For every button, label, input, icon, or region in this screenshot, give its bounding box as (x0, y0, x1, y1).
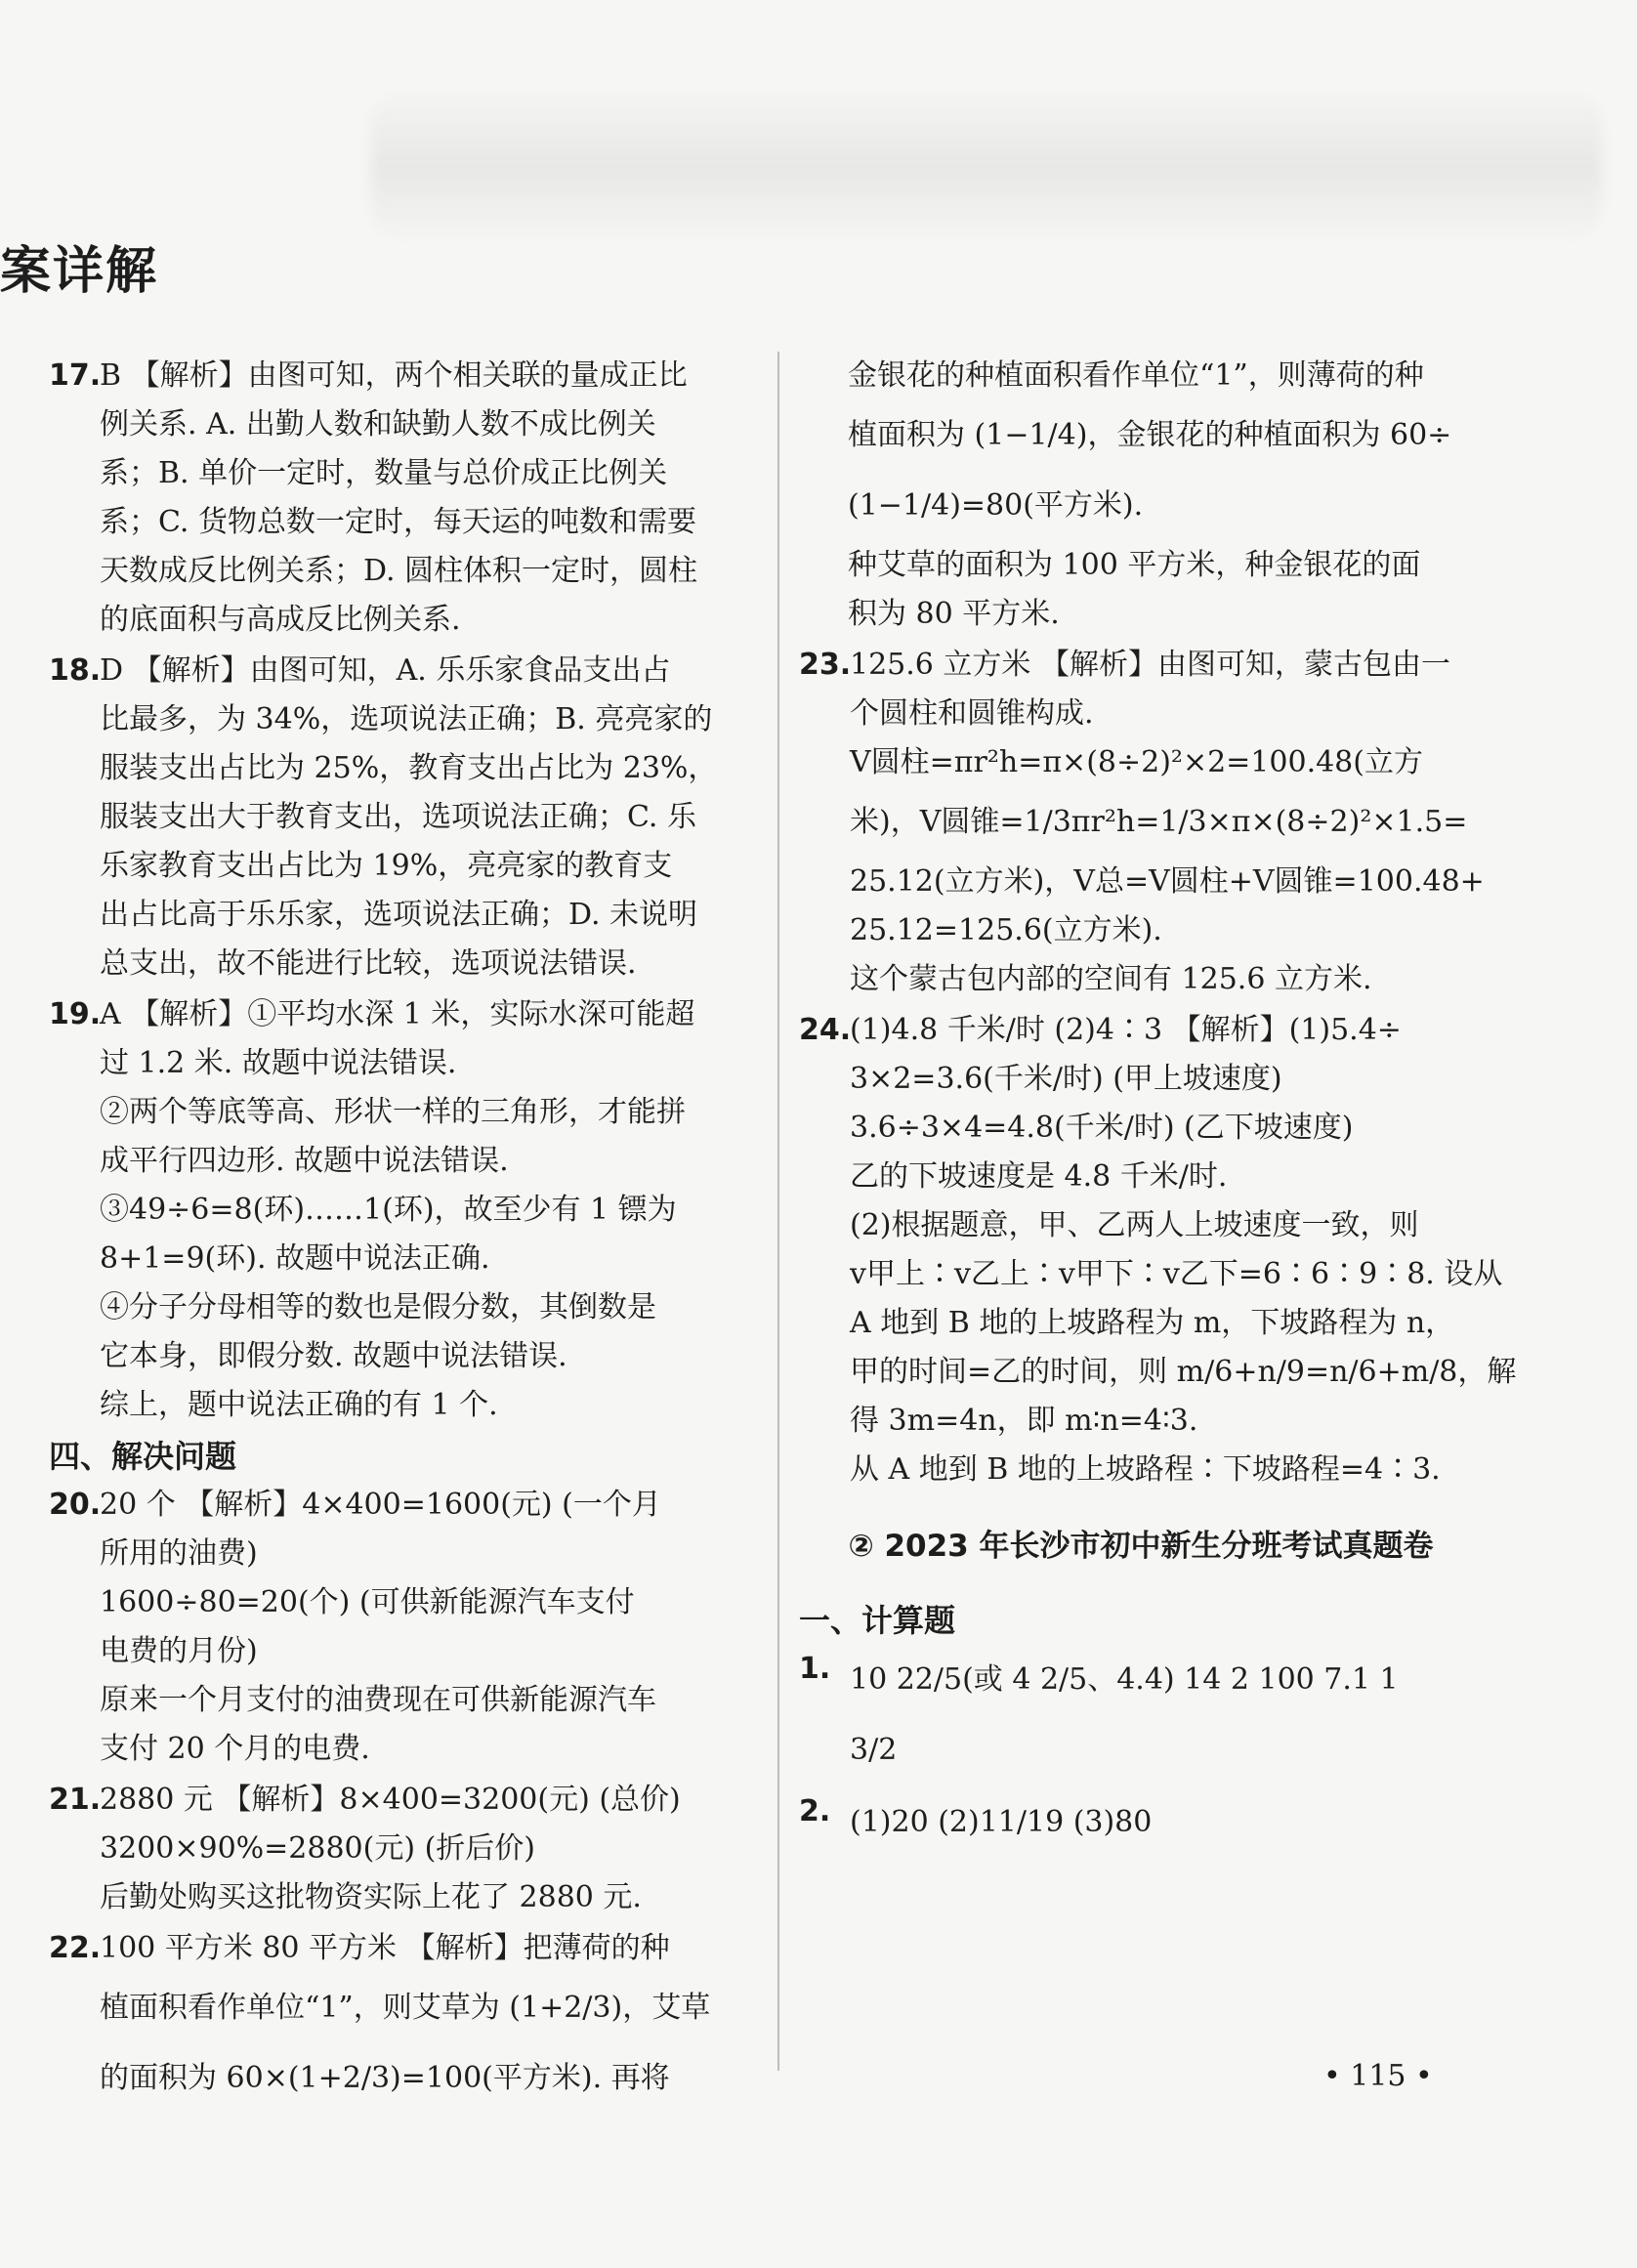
answer-item (49, 1776, 733, 1922)
answer-line: 3×2=3.6(千米/时) (甲上坡速度) (850, 1062, 1282, 1096)
left-column (49, 352, 733, 2116)
answer-line: 服装支出占比为 25%，教育支出占比为 23%， (100, 751, 718, 785)
answer-line: 服装支出大于教育支出，选项说法正确；C. 乐 (100, 800, 696, 834)
answer-line: (1)20 (2)11/19 (3)80 (850, 1805, 1153, 1839)
answer-line: 支付 20 个月的电费. (100, 1732, 370, 1766)
answer-line: 出占比高于乐乐家，选项说法正确；D. 未说明 (100, 898, 698, 932)
answer-line: (1)4.8 千米/时 (2)4∶3 【解析】(1)5.4÷ (850, 1013, 1402, 1047)
answer-line: 植面积看作单位“1”，则艾草为 (1+2/3)，艾草 (100, 1991, 711, 2025)
answer-line: 成平行四边形. 故题中说法错误. (100, 1144, 509, 1178)
answer-item (799, 1006, 1517, 1494)
page-number: • 115 • (1323, 2059, 1433, 2093)
answer-line: 积为 80 平方米. (848, 597, 1060, 631)
answer-item (49, 990, 733, 1430)
answer-item (49, 352, 733, 645)
answer-item (799, 641, 1483, 1004)
answer-line: 植面积为 (1−1/4)，金银花的种植面积为 60÷ (848, 418, 1452, 452)
answer-line: V圆柱=πr²h=π×(8÷2)²×2=100.48(立方 (850, 745, 1423, 779)
section-heading: 四、解决问题 (49, 1438, 237, 1475)
answer-line: 100 平方米 80 平方米 【解析】把薄荷的种 (100, 1931, 670, 1965)
question-number: 21. (49, 1783, 102, 1817)
answer-line: 总支出，故不能进行比较，选项说法错误. (100, 946, 637, 981)
answer-line: 种艾草的面积为 100 平方米，种金银花的面 (848, 548, 1421, 582)
answer-line: 过 1.2 米. 故题中说法错误. (100, 1046, 457, 1080)
exam-title: ② 2023 年长沙市初中新生分班考试真题卷 (848, 1529, 1434, 1564)
answer-line: 例关系. A. 出勤人数和缺勤人数不成比例关 (100, 407, 656, 441)
answer-line: 电费的月份) (100, 1634, 258, 1668)
answer-line: 3.6÷3×4=4.8(千米/时) (乙下坡速度) (850, 1111, 1354, 1145)
right-column (799, 352, 1517, 1860)
answer-line: 的面积为 60×(1+2/3)=100(平方米). 再将 (100, 2061, 670, 2095)
answer-line: (2)根据题意，甲、乙两人上坡速度一致，则 (850, 1208, 1419, 1242)
answer-line: D 【解析】由图可知，A. 乐乐家食品支出占 (100, 653, 671, 688)
question-number: 22. (49, 1931, 102, 1965)
answer-line: 乙的下坡速度是 4.8 千米/时. (850, 1159, 1228, 1194)
answer-line: v甲上∶v乙上∶v甲下∶v乙下=6∶6∶9∶8. 设从 (850, 1257, 1503, 1291)
answer-line: ④分子分母相等的数也是假分数，其倒数是 (100, 1290, 656, 1324)
answer-line: 3200×90%=2880(元) (折后价) (100, 1831, 536, 1866)
answer-line: 个圆柱和圆锥构成. (850, 696, 1094, 731)
answer-line: 比最多，为 34%，选项说法正确；B. 亮亮家的 (100, 702, 713, 736)
answer-line: ②两个等底等高、形状一样的三角形，才能拼 (100, 1095, 686, 1129)
answer-line: 125.6 立方米 【解析】由图可知，蒙古包由一 (850, 648, 1450, 682)
answer-line: 25.12=125.6(立方米). (850, 913, 1162, 947)
answer-item (799, 1787, 1483, 1858)
answer-line: 20 个 【解析】4×400=1600(元) (一个月 (100, 1488, 661, 1522)
question-number: 24. (799, 1013, 852, 1047)
answer-line: 这个蒙古包内部的空间有 125.6 立方米. (850, 962, 1372, 996)
answer-line: 得 3m=4n，即 m∶n=4∶3. (850, 1404, 1198, 1438)
answer-line: 10 22/5(或 4 2/5、4.4) 14 2 100 7.1 1 (850, 1662, 1399, 1697)
answer-line: 它本身，即假分数. 故题中说法错误. (100, 1339, 567, 1373)
answer-line: 8+1=9(环). 故题中说法正确. (100, 1241, 490, 1276)
answer-line: 金银花的种植面积看作单位“1”，则薄荷的种 (848, 358, 1424, 393)
answer-line: 2880 元 【解析】8×400=3200(元) (总价) (100, 1783, 681, 1817)
question-number: 20. (49, 1488, 102, 1522)
answer-line: 原来一个月支付的油费现在可供新能源汽车 (100, 1683, 656, 1717)
answer-line: 1600÷80=20(个) (可供新能源汽车支付 (100, 1585, 635, 1619)
answer-line: 所用的油费) (100, 1536, 258, 1571)
answer-line: ③49÷6=8(环)……1(环)，故至少有 1 镖为 (100, 1193, 677, 1227)
answer-line: 从 A 地到 B 地的上坡路程∶下坡路程=4∶3. (850, 1452, 1441, 1487)
question-number: 2. (799, 1794, 831, 1828)
answer-line: A 地到 B 地的上坡路程为 m，下坡路程为 n， (850, 1306, 1455, 1340)
page-title: 案详解 (0, 242, 159, 301)
answer-line: 系；B. 单价一定时，数量与总价成正比例关 (100, 456, 668, 490)
question-number: 18. (49, 653, 102, 688)
answer-item (49, 1481, 733, 1774)
answer-item (49, 647, 733, 988)
question-number: 1. (799, 1652, 831, 1686)
answer-line: 后勤处购买这批物资实际上花了 2880 元. (100, 1880, 642, 1914)
question-number: 23. (799, 648, 852, 682)
answer-item (799, 352, 1483, 639)
header-decoration (371, 88, 1602, 244)
answer-line: 系；C. 货物总数一定时，每天运的吨数和需要 (100, 505, 696, 539)
answer-line: B 【解析】由图可知，两个相关联的量成正比 (100, 358, 688, 393)
question-number: 19. (49, 997, 102, 1031)
answer-line: 的底面积与高成反比例关系. (100, 603, 461, 637)
answer-line: (1−1/4)=80(平方米). (848, 488, 1144, 523)
answer-line: A 【解析】①平均水深 1 米，实际水深可能超 (100, 997, 695, 1031)
answer-line: 米)，V圆锥=1/3πr²h=1/3×π×(8÷2)²×1.5= (850, 805, 1468, 839)
answer-line: 3/2 (850, 1733, 898, 1767)
section-heading: 一、计算题 (799, 1602, 956, 1639)
answer-item (799, 1645, 1483, 1785)
answer-line: 乐家教育支出占比为 19%，亮亮家的教育支 (100, 849, 673, 883)
question-number: 17. (49, 358, 102, 393)
answer-line: 25.12(立方米)，V总=V圆柱+V圆锥=100.48+ (850, 864, 1485, 899)
answer-line: 甲的时间=乙的时间，则 m/6+n/9=n/6+m/8，解 (850, 1355, 1517, 1389)
answer-line: 综上，题中说法正确的有 1 个. (100, 1388, 498, 1422)
answer-line: 天数成反比例关系；D. 圆柱体积一定时，圆柱 (100, 554, 698, 588)
answer-item (49, 1924, 733, 2114)
column-divider (777, 352, 779, 2071)
